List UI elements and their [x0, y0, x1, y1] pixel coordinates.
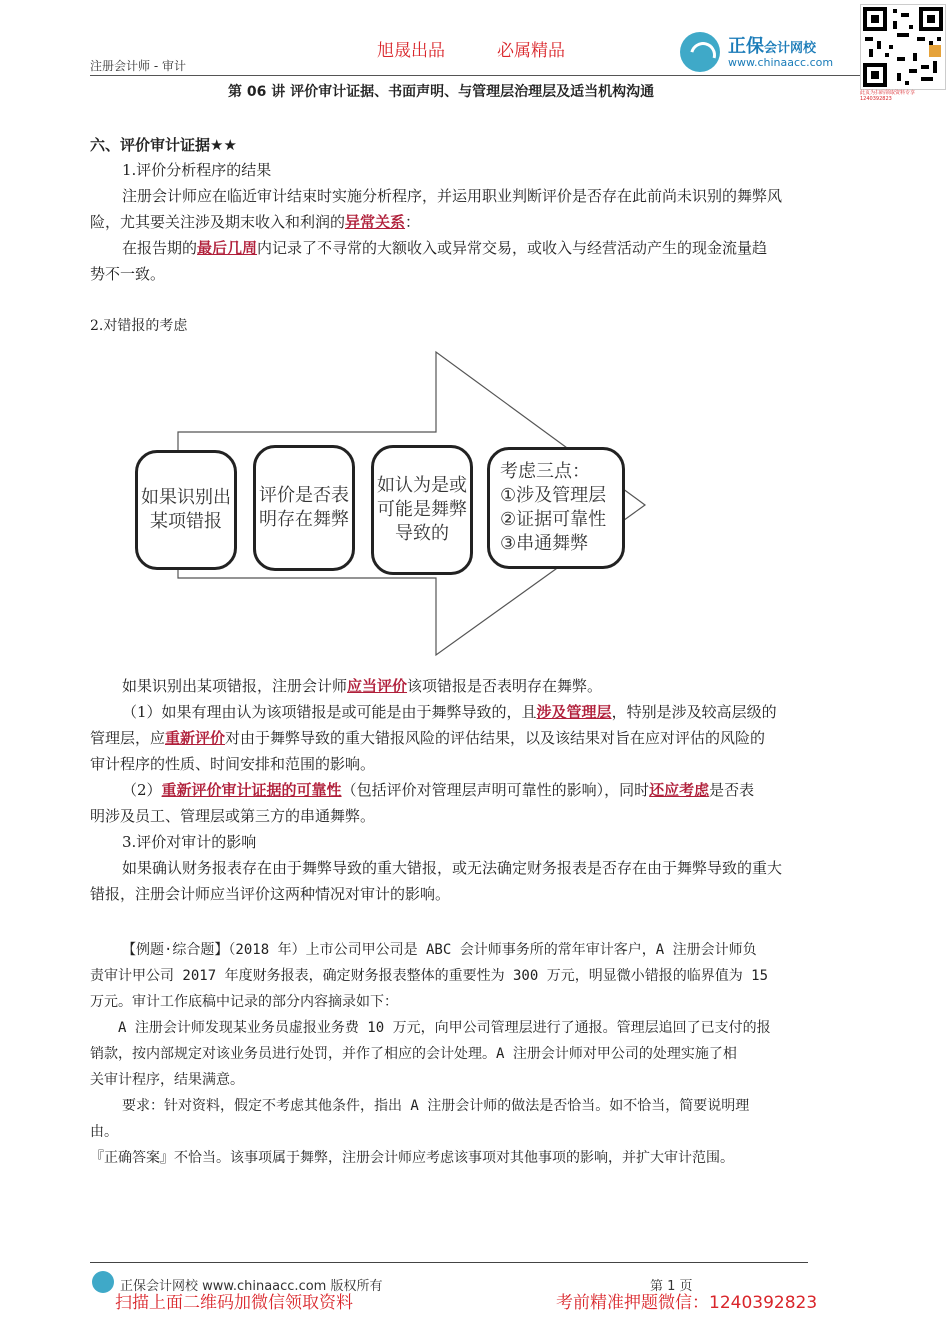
- paragraph-line: 明涉及员工、管理层或第三方的串通舞弊。: [90, 807, 376, 825]
- keyword-should-evaluate: 应当评价: [347, 677, 408, 695]
- footer-promo-left: 扫描上面二维码加微信领取资料: [115, 1293, 353, 1313]
- subsection-title-1: 1.评价分析程序的结果: [122, 161, 272, 179]
- paragraph-line: （2）重新评价审计证据的可靠性（包括评价对管理层声明可靠性的影响），同时还应考虑是否表: [122, 781, 755, 799]
- page-number: 第 1 页: [650, 1279, 693, 1294]
- logo-sub: 会计网校: [764, 41, 817, 56]
- paragraph-line: 如果确认财务报表存在由于舞弊导致的重大错报，或无法确定财务报表是否存在由于舞弊导致的重大: [122, 859, 783, 877]
- keyword-reliability: 重新评价审计证据的可靠性: [161, 781, 342, 799]
- example-line: A 注册会计师发现某业务员虚报业务费 10 万元，向甲公司管理层进行了通报。管理层追回了已支付的报: [118, 1020, 771, 1036]
- paragraph-line: 如果识别出某项错报，注册会计师应当评价该项错报是否表明存在舞弊。: [122, 677, 603, 695]
- qr-code-icon: [860, 4, 946, 90]
- paragraph-line: 管理层，应重新评价对由于舞弊导致的重大错报风险的评估结果，以及该结果对旨在应对评估的风险的: [90, 729, 766, 747]
- qr-note: 此页为扫码领取资料专享 1240392823: [860, 90, 916, 102]
- keyword-also-consider: 还应考虑: [649, 781, 710, 799]
- example-line: 【例题·综合题】（2018 年）上市公司甲公司是 ABC 会计师事务所的常年审计客户，A 注册会计师负: [122, 942, 757, 958]
- subsection-title-2: 2.对错报的考虑: [90, 318, 188, 334]
- flow-box-evaluate: 评价是否表明存在舞弊: [253, 445, 355, 571]
- paragraph-line: 在报告期的最后几周内记录了不寻常的大额收入或异常交易，或收入与经营活动产生的现金流量趋: [122, 239, 768, 257]
- footer-logo-icon: [92, 1271, 114, 1293]
- consideration-item: ①涉及管理层: [500, 485, 607, 506]
- misstatement-flow-diagram: [130, 350, 650, 660]
- logo-url: www.chinaacc.com: [728, 56, 834, 69]
- example-answer: 『正确答案』不恰当。该事项属于舞弊，注册会计师应考虑该事项对其他事项的影响，并扩大审计范围。: [90, 1150, 734, 1166]
- keyword-abnormal-relation: 异常关系: [345, 213, 406, 231]
- footer-copyright: 正保会计网校 www.chinaacc.com 版权所有: [120, 1279, 383, 1294]
- keyword-reevaluate: 重新评价: [165, 729, 226, 747]
- brand-slogan-left: 旭晟出品: [377, 41, 445, 61]
- example-line: 销款，按内部规定对该业务员进行处罚，并作了相应的会计处理。A 注册会计师对甲公司的处理实施了相: [90, 1046, 737, 1062]
- course-label: 注册会计师 - 审计: [90, 59, 186, 73]
- logo-mark-icon: [680, 32, 720, 72]
- keyword-involves-management: 涉及管理层: [536, 703, 612, 721]
- chinaacc-logo: [680, 30, 860, 74]
- example-requirement: 要求：针对资料，假定不考虑其他条件，指出 A 注册会计师的做法是否恰当。如不恰当，简要说明理: [122, 1098, 750, 1114]
- logo-name: 正保: [728, 36, 764, 57]
- header-divider: [90, 75, 860, 76]
- lecture-title: 第 06 讲 评价审计证据、书面声明、与管理层治理层及适当机构沟通: [228, 84, 655, 100]
- example-line: 由。: [90, 1124, 118, 1140]
- flow-box-fraud: 如认为是或可能是舞弊导致的: [371, 445, 473, 575]
- consideration-item: ③串通舞弊: [500, 533, 589, 554]
- footer-promo-right: 考前精准押题微信：1240392823: [556, 1293, 818, 1313]
- paragraph-line: 审计程序的性质、时间安排和范围的影响。: [90, 755, 376, 773]
- section-heading: 六、评价审计证据★★: [90, 136, 237, 154]
- keyword-last-weeks: 最后几周: [197, 239, 258, 257]
- considerations-title: 考虑三点：: [500, 461, 590, 482]
- flow-box-considerations: [487, 447, 625, 569]
- paragraph-line: 错报，注册会计师应当评价这两种情况对审计的影响。: [90, 885, 451, 903]
- footer-divider: [90, 1262, 808, 1263]
- paragraph-line: 险，尤其要关注涉及期末收入和利润的异常关系：: [90, 213, 421, 231]
- paragraph-line: （1）如果有理由认为该项错报是或可能是由于舞弊导致的，且涉及管理层，特别是涉及较高层级的: [122, 703, 777, 721]
- paragraph-line: 注册会计师应在临近审计结束时实施分析程序，并运用职业判断评价是否存在此前尚未识别的舞弊风: [122, 187, 783, 205]
- consideration-item: ②证据可靠性: [500, 509, 607, 530]
- brand-slogan-right: 必属精品: [497, 41, 565, 61]
- flow-box-identify: 如果识别出某项错报: [135, 450, 237, 570]
- paragraph-line: 势不一致。: [90, 265, 166, 283]
- example-line: 万元。审计工作底稿中记录的部分内容摘录如下：: [90, 994, 398, 1010]
- example-line: 关审计程序，结果满意。: [90, 1072, 244, 1088]
- example-line: 责审计甲公司 2017 年度财务报表，确定财务报表整体的重要性为 300 万元，明显微小错报的临界值为 15: [90, 968, 768, 984]
- subsection-title-3: 3.评价对审计的影响: [122, 833, 257, 851]
